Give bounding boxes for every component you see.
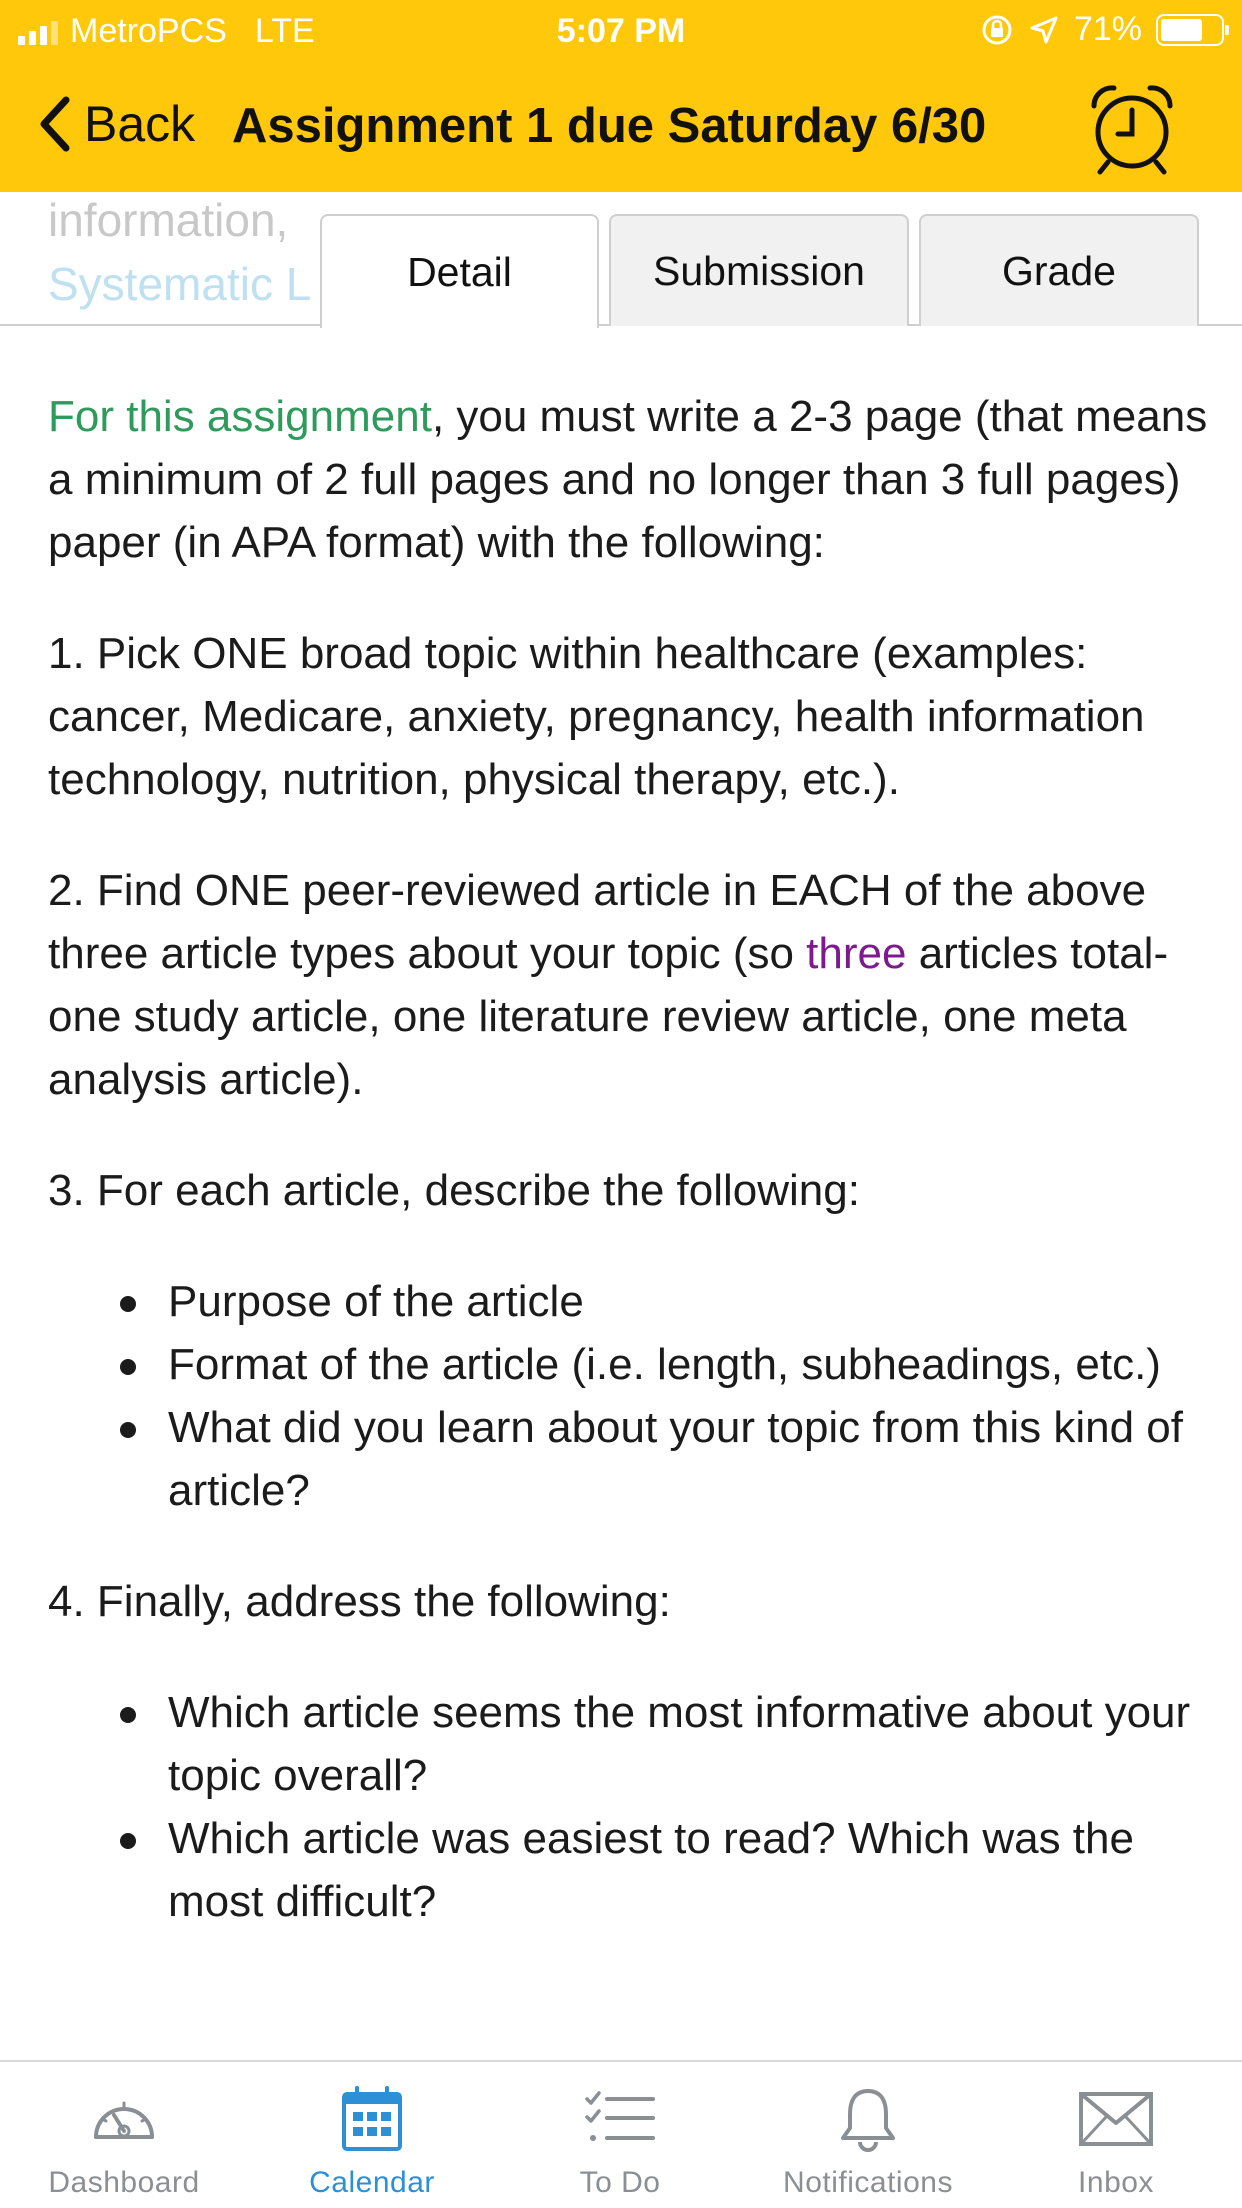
behind-line-2: information,: [48, 194, 289, 246]
tab-detail[interactable]: Detail: [320, 214, 599, 328]
tab-todo[interactable]: [496, 2062, 744, 2208]
network-type: LTE: [254, 12, 315, 50]
nav-bar: [0, 76, 1242, 176]
segment-tabs: [0, 212, 1242, 326]
status-bar: [0, 0, 1242, 62]
status-time: 5:07 PM: [556, 12, 686, 50]
tab-inbox[interactable]: [992, 2062, 1240, 2208]
intro-link[interactable]: For this assignment: [48, 392, 432, 441]
tab-grade[interactable]: Grade: [919, 214, 1199, 326]
tab-todo-label: To Do: [579, 2166, 661, 2199]
instruction-2-text-a: 2. Find ONE peer-reviewed article in EACH of the above three article types about your topic (so: [48, 866, 1147, 978]
tab-notifications[interactable]: [744, 2062, 992, 2208]
back-label: Back: [84, 96, 196, 152]
chevron-left-icon: [36, 94, 72, 154]
tab-dashboard[interactable]: [0, 2062, 248, 2208]
battery-icon: [1156, 14, 1224, 46]
envelope-icon: [1078, 2091, 1154, 2147]
instruction-3-list: [120, 1270, 1208, 1522]
instruction-1: 1. Pick ONE broad topic within healthcare (examples: cancer, Medicare, anxiety, pregnancy, health information technology, nutrition, physical therapy, etc.).: [48, 629, 1145, 804]
todo-list-icon: [585, 2091, 655, 2147]
tab-calendar[interactable]: [248, 2062, 496, 2208]
battery-percent: 71%: [1073, 10, 1142, 48]
list-item: Purpose of the article: [120, 1270, 1208, 1333]
three-link[interactable]: three: [806, 929, 907, 978]
list-item: Which article was easiest to read? Which was the most difficult?: [120, 1807, 1208, 1933]
behind-link[interactable]: Systematic L: [48, 258, 312, 310]
page-title: Assignment 1 due Saturday 6/30: [232, 99, 987, 153]
dashboard-gauge-icon: [88, 2091, 160, 2147]
rotation-lock-icon: [980, 13, 1014, 47]
intro-text: , you must write a 2-3 page (that means a minimum of 2 full pages and no longer than 3 full pages) paper (in APA format) with the following:: [48, 392, 1208, 567]
tab-calendar-label: Calendar: [309, 2166, 435, 2199]
back-button[interactable]: [36, 94, 195, 154]
bottom-tab-bar: [0, 2060, 1242, 2208]
tab-dashboard-label: Dashboard: [48, 2166, 200, 2199]
bell-icon: [838, 2086, 898, 2152]
instruction-4: 4. Finally, address the following:: [48, 1577, 671, 1626]
intro-paragraph: [48, 385, 1208, 574]
list-item: Which article seems the most informative about your topic overall?: [120, 1681, 1208, 1807]
calendar-icon: [341, 2086, 403, 2152]
tab-inbox-label: Inbox: [1078, 2166, 1154, 2199]
list-item: Format of the article (i.e. length, subheadings, etc.): [120, 1333, 1208, 1396]
instruction-2-text-b: articles total- one study article, one literature review article, one meta analysis article).: [48, 929, 1169, 1104]
assignment-description: [48, 385, 1208, 1981]
list-item: What did you learn about your topic from this kind of article?: [120, 1396, 1208, 1522]
status-right: [980, 10, 1224, 49]
top-bar: [0, 0, 1242, 192]
instruction-4-list: [120, 1681, 1208, 1933]
location-arrow-icon: [1028, 14, 1060, 46]
alarm-clock-icon[interactable]: [1084, 80, 1180, 176]
carrier-name: MetroPCS: [70, 12, 227, 50]
instruction-3: 3. For each article, describe the following:: [48, 1166, 860, 1215]
instruction-2: [48, 859, 1208, 1111]
tab-notifications-label: Notifications: [783, 2166, 953, 2199]
tab-submission[interactable]: Submission: [609, 214, 909, 326]
